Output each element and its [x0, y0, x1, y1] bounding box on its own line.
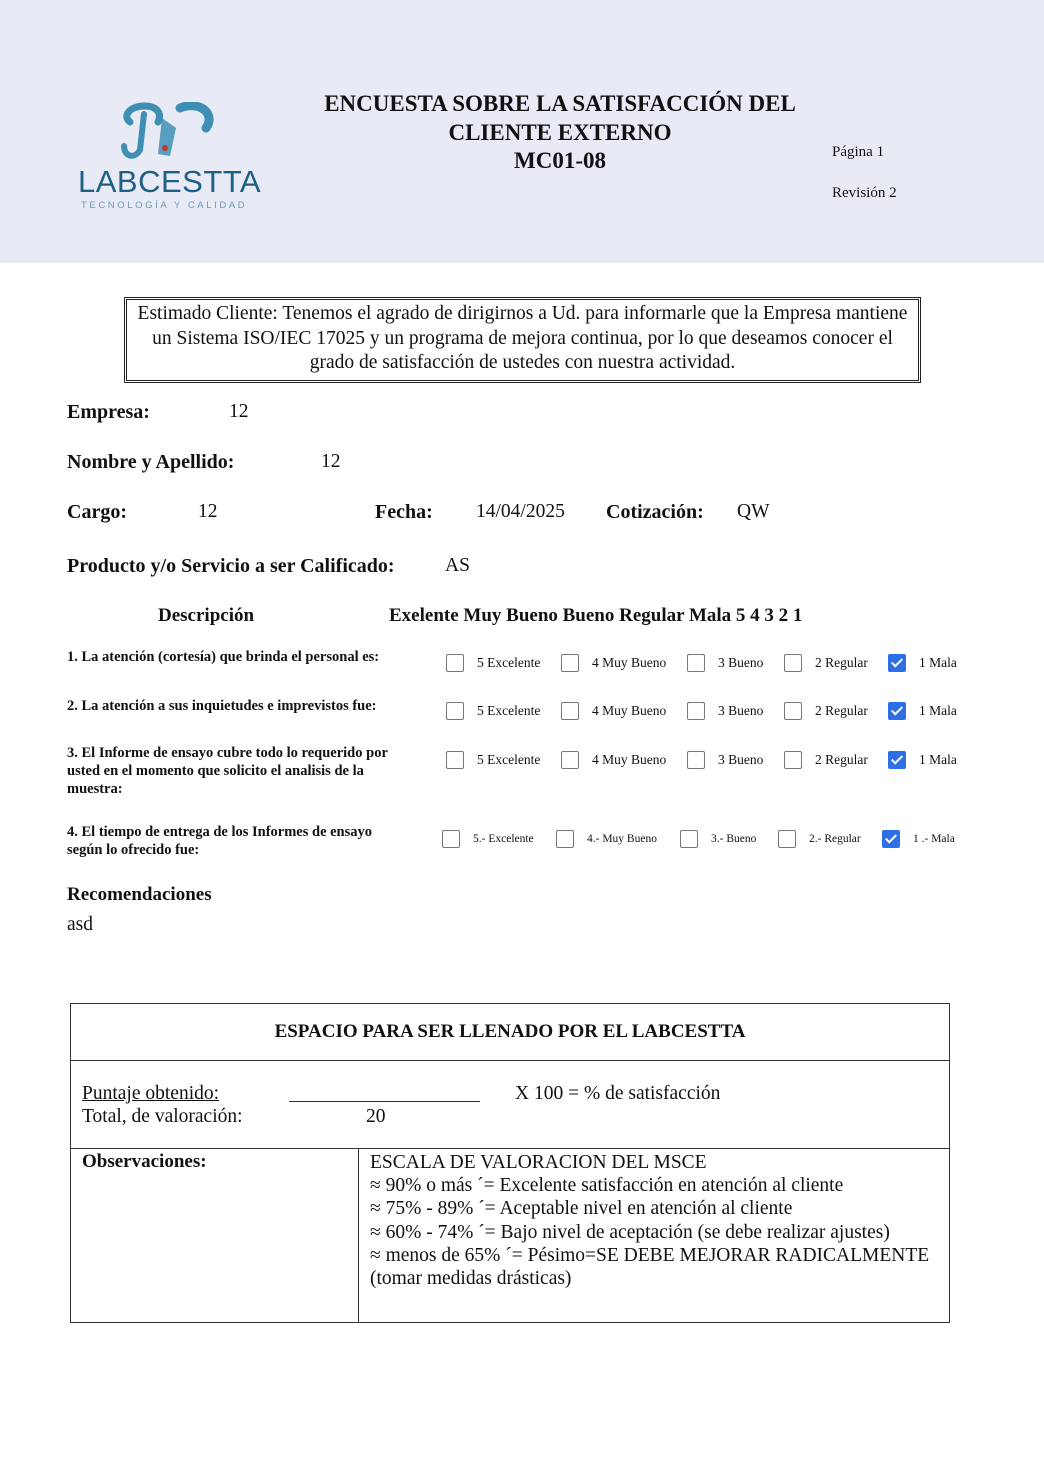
checkbox-checked[interactable]	[882, 830, 900, 848]
checkbox[interactable]	[561, 702, 579, 720]
nombre-label: Nombre y Apellido:	[67, 451, 235, 473]
fecha-label: Fecha:	[375, 501, 433, 523]
q3-option-3[interactable]	[687, 751, 763, 769]
score-line	[289, 1101, 480, 1102]
checkbox[interactable]	[784, 751, 802, 769]
checkbox-checked[interactable]	[888, 751, 906, 769]
checkbox[interactable]	[446, 702, 464, 720]
observaciones-label: Observaciones:	[82, 1151, 207, 1172]
option-label: 4 Muy Bueno	[592, 655, 667, 670]
checkbox-checked[interactable]	[888, 654, 906, 672]
option-label: 5 Excelente	[477, 752, 541, 767]
title-line-2: CLIENTE EXTERNO	[448, 119, 672, 145]
producto-label: Producto y/o Servicio a ser Calificado:	[67, 555, 395, 577]
checkbox[interactable]	[446, 654, 464, 672]
question-4: 4. El tiempo de entrega de los Informes de ensayo según lo ofrecido fue:	[67, 824, 373, 858]
checkbox[interactable]	[687, 751, 705, 769]
fecha-value: 14/04/2025	[476, 501, 565, 522]
empresa-label: Empresa:	[67, 401, 150, 423]
page-number: Página 1	[832, 144, 885, 160]
document-title	[300, 90, 820, 176]
scale-line: ≈ 75% - 89% ´= Aceptable nivel en atención al cliente	[370, 1198, 793, 1220]
q3-option-1[interactable]	[888, 751, 957, 769]
rating-scale-heading: Exelente Muy Bueno Bueno Regular Mala 5 4 3 2 1	[389, 605, 803, 626]
checkmark-icon	[891, 752, 903, 764]
checkbox[interactable]	[680, 830, 698, 848]
option-label: 1 Mala	[919, 752, 957, 767]
option-label: 2 Regular	[815, 752, 868, 767]
option-label: 2 Regular	[815, 655, 868, 670]
q2-option-5[interactable]	[446, 702, 540, 720]
cotizacion-label: Cotización:	[606, 501, 704, 523]
option-label: 5.- Excelente	[473, 833, 534, 845]
cotizacion-value: QW	[737, 501, 770, 522]
q4-option-2[interactable]	[778, 830, 861, 848]
checkbox[interactable]	[556, 830, 574, 848]
q2-option-1[interactable]	[888, 702, 957, 720]
recomendaciones-label: Recomendaciones	[67, 884, 212, 905]
checkbox[interactable]	[778, 830, 796, 848]
option-label: 3 Bueno	[718, 703, 764, 718]
logo-text: LABCESTTA	[78, 164, 262, 199]
q2-option-2[interactable]	[784, 702, 868, 720]
option-label: 3.- Bueno	[711, 833, 757, 845]
checkbox[interactable]	[784, 702, 802, 720]
nombre-value: 12	[321, 451, 341, 472]
checkbox-checked[interactable]	[888, 702, 906, 720]
producto-value: AS	[445, 555, 470, 576]
checkbox[interactable]	[561, 654, 579, 672]
logo-tagline: TECNOLOGÍA Y CALIDAD	[81, 200, 248, 211]
title-line-1: ENCUESTA SOBRE LA SATISFACCIÓN DEL	[324, 91, 796, 116]
divider	[70, 1148, 950, 1149]
scale-line: ≈ 60% - 74% ´= Bajo nivel de aceptación (se debe realizar ajustes)	[370, 1221, 890, 1243]
option-label: 1 Mala	[919, 703, 957, 718]
total-label: Total, de valoración:	[82, 1106, 243, 1127]
checkmark-icon	[891, 655, 903, 667]
option-label: 1 Mala	[919, 655, 957, 670]
revision-number: Revisión 2	[832, 185, 897, 201]
question-3: 3. El Informe de ensayo cubre todo lo requerido por usted en el momento que solicito el analisis de la muestra:	[67, 745, 388, 797]
q4-option-3[interactable]	[680, 830, 756, 848]
checkbox[interactable]	[442, 830, 460, 848]
descripcion-heading: Descripción	[158, 605, 255, 626]
checkbox[interactable]	[784, 654, 802, 672]
q3-option-5[interactable]	[446, 751, 540, 769]
checkbox[interactable]	[687, 654, 705, 672]
title-line-3: MC01-08	[514, 148, 606, 173]
scale-line: ≈ menos de 65% ´= Pésimo=SE DEBE MEJORAR RADICALMENTE (tomar medidas drásticas)	[370, 1244, 930, 1290]
satisfaction-formula: X 100 = % de satisfacción	[515, 1083, 721, 1104]
divider	[70, 1060, 950, 1061]
checkmark-icon	[885, 831, 897, 843]
q2-option-3[interactable]	[687, 702, 763, 720]
q3-option-4[interactable]	[561, 751, 666, 769]
option-label: 4 Muy Bueno	[592, 703, 667, 718]
option-label: 5 Excelente	[477, 655, 541, 670]
q4-option-5[interactable]	[442, 830, 534, 848]
option-label: 5 Excelente	[477, 703, 541, 718]
q4-option-4[interactable]	[556, 830, 657, 848]
option-label: 4.- Muy Bueno	[587, 833, 657, 845]
scale-line: ≈ 90% o más ´= Excelente satisfacción en atención al cliente	[370, 1175, 844, 1197]
checkbox[interactable]	[687, 702, 705, 720]
option-label: 3 Bueno	[718, 752, 764, 767]
total-value: 20	[366, 1106, 386, 1127]
option-label: 1 .- Mala	[913, 833, 955, 845]
scale-title: ESCALA DE VALORACION DEL MSCE	[370, 1152, 707, 1173]
recomendaciones-value: asd	[67, 914, 93, 935]
q1-option-2[interactable]	[784, 654, 868, 672]
q4-option-1[interactable]	[882, 830, 955, 848]
option-label: 4 Muy Bueno	[592, 752, 667, 767]
q1-option-3[interactable]	[687, 654, 763, 672]
valoracion-scale	[370, 1151, 940, 1290]
question-2: 2. La atención a sus inquietudes e imprevistos fue:	[67, 698, 377, 714]
q3-option-2[interactable]	[784, 751, 868, 769]
puntaje-label: Puntaje obtenido:	[82, 1083, 220, 1104]
lab-box-title: ESPACIO PARA SER LLENADO POR EL LABCESTTA	[274, 1021, 746, 1042]
checkmark-icon	[891, 703, 903, 715]
logo-mark-icon	[78, 102, 258, 164]
checkbox[interactable]	[561, 751, 579, 769]
q1-option-5[interactable]	[446, 654, 540, 672]
option-label: 3 Bueno	[718, 655, 764, 670]
option-label: 2 Regular	[815, 703, 868, 718]
q1-option-1[interactable]	[888, 654, 957, 672]
intro-notice: Estimado Cliente: Tenemos el agrado de dirigirnos a Ud. para informarle que la Empresa mantiene un Sistema ISO/IEC 17025 y un programa de mejora continua, por lo que deseamos conocer el grado de satisfacción de ustedes con nuestra actividad.	[124, 297, 921, 383]
checkbox[interactable]	[446, 751, 464, 769]
cargo-label: Cargo:	[67, 501, 127, 523]
cargo-value: 12	[198, 501, 218, 522]
empresa-value: 12	[229, 401, 249, 422]
company-logo	[78, 102, 262, 214]
q1-option-4[interactable]	[561, 654, 666, 672]
q2-option-4[interactable]	[561, 702, 666, 720]
divider	[358, 1148, 359, 1323]
question-1: 1. La atención (cortesía) que brinda el personal es:	[67, 649, 380, 665]
option-label: 2.- Regular	[809, 833, 861, 845]
